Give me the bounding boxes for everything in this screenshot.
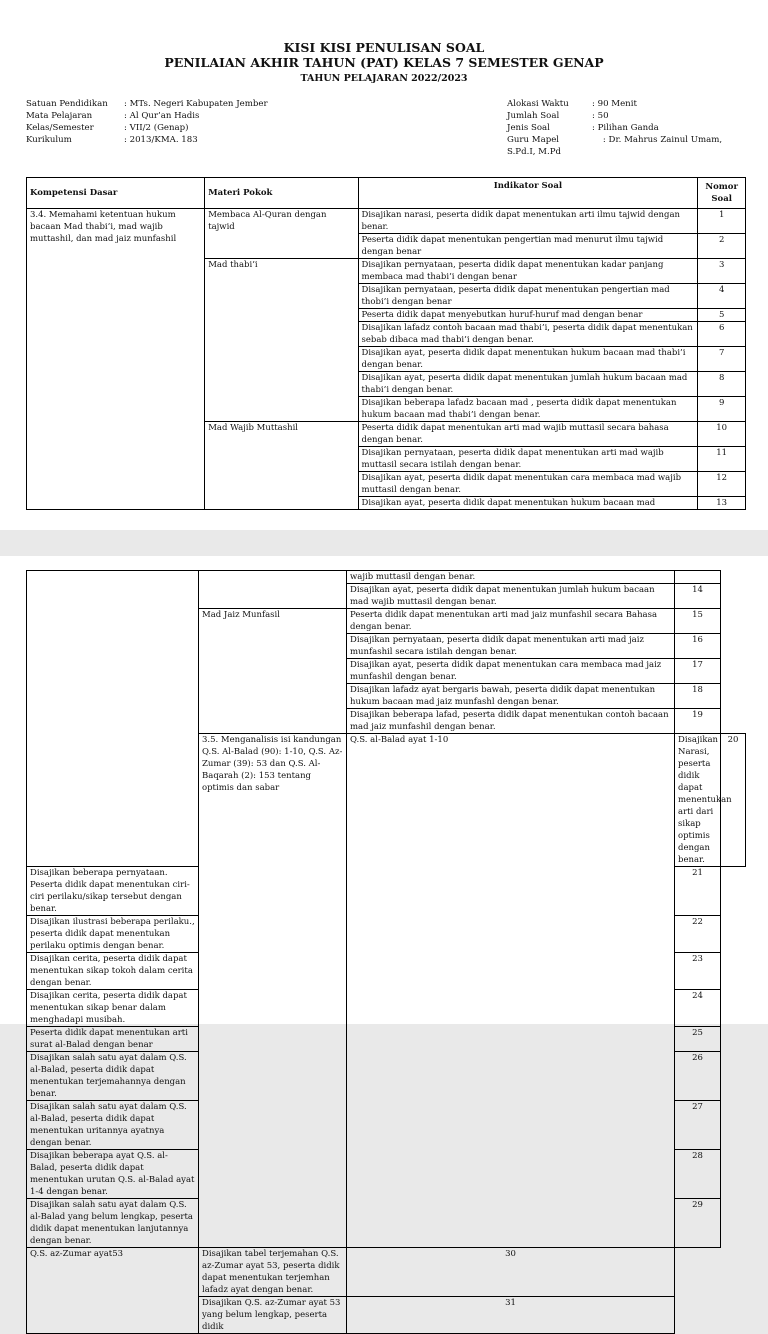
meta-value: : Dr. Mahrus Zainul Umam, [592,135,723,145]
indikator-cell: Disajikan pernyataan, peserta didik dapat menentukan arti mad wajib muttasil secara istilah dengan benar. [358,447,698,472]
indikator-cell: Disajikan beberapa ayat Q.S. al-Balad, peserta didik dapat menentukan urutan Q.S. al-Balad ayat 1-4 dengan benar. [27,1150,199,1199]
academic-year: TAHUN PELAJARAN 2022/2023 [300,73,468,84]
materi-cell: Q.S. az-Zumar ayat53 [27,1248,199,1334]
meta-key: Kurikulum [26,135,72,145]
kisi-kisi-table-continued [26,570,746,1334]
nomor-cell: 30 [347,1248,675,1297]
meta-value: : Al Qur’an Hadis [124,111,200,121]
meta-row [507,110,742,122]
nomor-cell: 4 [698,284,746,309]
header-nomor-soal: Nomor Soal [698,178,746,209]
nomor-cell: 13 [698,497,746,510]
nomor-cell: 20 [721,734,746,867]
indikator-cell: Disajikan ilustrasi beberapa perilaku., peserta didik dapat menentukan perilaku optimis dengan benar. [27,916,199,953]
nomor-cell: 24 [675,990,721,1027]
table-row [27,1248,746,1297]
indikator-cell: Disajikan narasi, peserta didik dapat menentukan arti ilmu tajwid dengan benar. [358,209,698,234]
indikator-cell: Disajikan beberapa lafadz bacaan mad , peserta didik dapat menentukan hukum bacaan mad thabi’i dengan benar. [358,397,698,422]
nomor-cell: 3 [698,259,746,284]
document-title: KISI KISI PENULISAN SOAL [283,40,485,55]
nomor-cell: 28 [675,1150,721,1199]
indikator-cell: Peserta didik dapat menentukan arti mad jaiz munfashil secara Bahasa dengan benar. [347,609,675,634]
nomor-cell: 12 [698,472,746,497]
materi-cell: Mad Jaiz Munfasil [199,609,347,734]
header-kompetensi-dasar: Kompetensi Dasar [27,178,205,209]
materi-cell: Q.S. al-Balad ayat 1-10 [347,734,675,1248]
nomor-cell: 16 [675,634,721,659]
indikator-cell: Disajikan ayat, peserta didik dapat menentukan cara membaca mad wajib muttasil dengan benar. [358,472,698,497]
nomor-cell: 1 [698,209,746,234]
meta-value: : 2013/KMA. 183 [124,135,198,145]
nomor-cell: 2 [698,234,746,259]
nomor-cell: 15 [675,609,721,634]
table-header-row [27,178,746,209]
header-indikator-soal: Indikator Soal [358,178,698,209]
nomor-cell: 22 [675,916,721,953]
indikator-cell: Peserta didik dapat menentukan arti surat al-Balad dengan benar [27,1027,199,1052]
meta-value: : VII/2 (Genap) [124,123,189,133]
nomor-cell: 31 [347,1297,675,1334]
meta-key: Guru Mapel [507,135,560,145]
indikator-cell: wajib muttasil dengan benar. [347,571,675,584]
meta-key: Alokasi Waktu [507,99,569,109]
indikator-cell: Disajikan lafadz contoh bacaan mad thabi’i, peserta didik dapat menentukan sebab dibaca mad thabi’i dengan benar. [358,322,698,347]
indikator-cell: Disajikan lafadz ayat bergaris bawah, peserta didik dapat menentukan hukum bacaan mad jaiz munfashl dengan benar. [347,684,675,709]
indikator-cell: Disajikan cerita, peserta didik dapat menentukan sikap tokoh dalam cerita dengan benar. [27,953,199,990]
meta-row [507,134,742,146]
indikator-cell: Disajikan salah satu ayat dalam Q.S. al-Balad, peserta didik dapat menentukan terjemahannya dengan benar. [27,1052,199,1101]
document-page-1 [0,0,768,530]
nomor-cell: 14 [675,584,721,609]
meta-row [26,110,268,122]
table-row [27,209,746,234]
nomor-cell: 21 [675,867,721,916]
meta-row [26,122,268,134]
meta-key: Mata Pelajaran [26,111,93,121]
meta-value: : MTs. Negeri Kabupaten Jember [124,99,268,109]
meta-key: Jenis Soal [507,123,550,133]
nomor-cell: 19 [675,709,721,734]
materi-cell: Membaca Al-Quran dengan tajwid [205,209,358,259]
nomor-cell: 17 [675,659,721,684]
meta-value: : Pilihan Ganda [592,123,659,133]
nomor-cell: 23 [675,953,721,990]
indikator-cell: Disajikan ayat, peserta didik dapat menentukan hukum bacaan mad thabi’i dengan benar. [358,347,698,372]
meta-row [507,122,742,134]
materi-cell: Mad Wajib Muttashil [205,422,358,510]
materi-cell [199,571,347,609]
indikator-cell: Disajikan Narasi, peserta didik dapat menentukan arti dari sikap optimis dengan benar. [675,734,721,867]
meta-key: Kelas/Semester [26,123,94,133]
meta-right [507,98,742,158]
table-row [27,571,746,584]
nomor-cell: 26 [675,1052,721,1101]
nomor-cell: 6 [698,322,746,347]
nomor-cell: 7 [698,347,746,372]
materi-cell: Mad thabi’i [205,259,358,422]
meta-key: S.Pd.I, M.Pd [507,147,562,157]
nomor-cell: 5 [698,309,746,322]
nomor-cell: 9 [698,397,746,422]
indikator-cell: Disajikan Q.S. az-Zumar ayat 53 yang belum lengkap, peserta didik [199,1297,347,1334]
header-materi-pokok: Materi Pokok [205,178,358,209]
nomor-cell: 8 [698,372,746,397]
meta-value: : 50 [592,111,609,121]
indikator-cell: Disajikan cerita, peserta didik dapat menentukan sikap benar dalam menghadapi musibah. [27,990,199,1027]
meta-key: Jumlah Soal [507,111,560,121]
nomor-cell: 11 [698,447,746,472]
nomor-cell: 25 [675,1027,721,1052]
kisi-kisi-table [26,177,746,510]
indikator-cell: Disajikan beberapa pernyataan. Peserta didik dapat menentukan ciri-ciri perilaku/sikap tersebut dengan benar. [27,867,199,916]
indikator-cell: Disajikan salah satu ayat dalam Q.S. al-Balad yang belum lengkap, peserta didik dapat menentukan lanjutannya dengan benar. [27,1199,199,1248]
indikator-cell: Disajikan salah satu ayat dalam Q.S. al-Balad, peserta didik dapat menentukan uritannya ayatnya dengan benar. [27,1101,199,1150]
indikator-cell: Peserta didik dapat menyebutkan huruf-huruf mad dengan benar [358,309,698,322]
nomor-cell: 18 [675,684,721,709]
nomor-cell: 10 [698,422,746,447]
indikator-cell: Disajikan pernyataan, peserta didik dapat menentukan pengertian mad thobi’i dengan benar [358,284,698,309]
indikator-cell: Disajikan ayat, peserta didik dapat menentukan cara membaca mad jaiz munfashil dengan benar. [347,659,675,684]
meta-value: : 90 Menit [592,99,637,109]
indikator-cell: Disajikan pernyataan, peserta didik dapat menentukan kadar panjang membaca mad thabi’i dengan benar [358,259,698,284]
indikator-cell: Disajikan beberapa lafad, peserta didik dapat menentukan contoh bacaan mad jaiz munfashil dengan benar. [347,709,675,734]
nomor-cell: 29 [675,1199,721,1248]
indikator-cell: Disajikan pernyataan, peserta didik dapat menentukan arti mad jaiz munfashil secara istilah dengan benar. [347,634,675,659]
meta-key: Satuan Pendidikan [26,99,108,109]
indikator-cell: Disajikan ayat, peserta didik dapat menentukan jumlah hukum bacaan mad thabi’i dengan benar. [358,372,698,397]
meta-row [507,146,742,158]
nomor-cell [675,571,721,584]
meta-row [26,134,268,146]
kd-cell: 3.4. Memahami ketentuan hukum bacaan Mad thabi’i, mad wajib muttashil, dan mad jaiz munfashil [27,209,205,510]
document-subtitle: PENILAIAN AKHIR TAHUN (PAT) KELAS 7 SEMESTER GENAP [164,55,604,70]
indikator-cell: Disajikan tabel terjemahan Q.S. az-Zumar ayat 53, peserta didik dapat menentukan terjemhan lafadz ayat dengan benar. [199,1248,347,1297]
meta-row [26,98,268,110]
meta-left [26,98,268,146]
nomor-cell: 27 [675,1101,721,1150]
indikator-cell: Peserta didik dapat menentukan arti mad wajib muttasil secara bahasa dengan benar. [358,422,698,447]
indikator-cell: Disajikan ayat, peserta didik dapat menentukan hukum bacaan mad [358,497,698,510]
kd-cell [27,571,199,867]
kd-cell: 3.5. Menganalisis isi kandungan Q.S. Al-Balad (90): 1-10, Q.S. Az-Zumar (39): 53 dan Q.S. Al-Baqarah (2): 153 tentang optimis dan sabar [199,734,347,1248]
meta-row [507,98,742,110]
indikator-cell: Peserta didik dapat menentukan pengertian mad menurut ilmu tajwid dengan benar [358,234,698,259]
indikator-cell: Disajikan ayat, peserta didik dapat menentukan jumlah hukum bacaan mad wajib muttasil dengan benar. [347,584,675,609]
